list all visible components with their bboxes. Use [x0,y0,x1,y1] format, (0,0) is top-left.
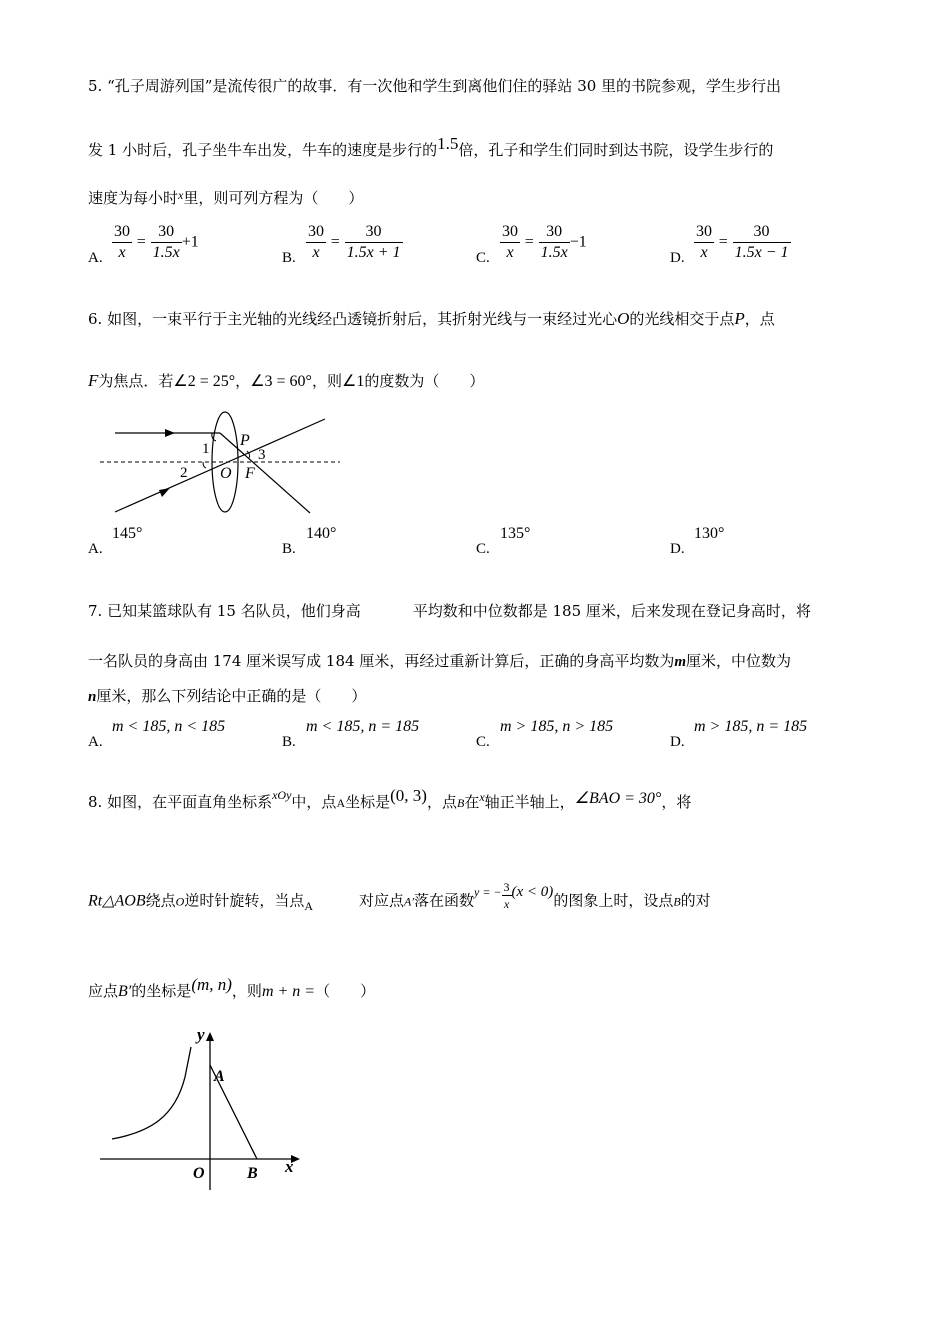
fig-label-p: P [240,432,250,449]
frac-num: 30 [112,222,132,243]
q6-point-p: P [734,309,745,328]
q5-stem-text-3a: 速度为每小时 [88,189,179,207]
option-letter: A. [88,541,103,557]
q8-stem-text-2c: 对应点 [359,891,405,910]
q8-func-num: 3 [503,880,510,894]
fig-label-x: x [285,1157,294,1176]
frac-den: 1.5x + 1 [346,244,401,261]
frac-num: 30 [345,222,403,243]
option-tail: −1 [569,233,587,251]
q8-point-b-2: B [673,894,681,909]
hyperbola-curve [112,1047,191,1139]
q6-stem-text-1c: ，点 [744,310,775,328]
option-value: m < 185, n < 185 [112,718,226,735]
q8-angle-bao: ∠BAO = 30° [574,790,662,807]
angle-2-arc [203,462,206,468]
q6-option-b[interactable] [282,525,432,560]
q8-stem-text-3b: 的坐标是 [131,982,192,1000]
q6-stem-text-2c: 的度数为（ ） [364,372,485,390]
fig-label-o: O [193,1165,205,1182]
frac-den: x [506,244,514,261]
q8-stem-text-2b: 逆时针旋转，当点 [184,891,305,910]
q7-stem-text-1b: 平均数和中位数都是 185 厘米，后来发现在登记身高时，将 [412,602,811,620]
option-tail: +1 [181,233,199,251]
fig-label-f: F [245,465,255,482]
q6-stem-text-1b: 的光线相交于点 [629,310,735,328]
q6-option-d[interactable] [670,525,820,560]
q8-stem-text-3c: ，则 [231,982,262,1000]
q7-line-2 [88,651,791,672]
q8-stem-text-3d: （ ） [315,982,376,1000]
q8-stem-text-1b: 中，点 [291,793,337,811]
q7-option-c[interactable] [476,718,656,753]
q7-line-3 [88,686,366,707]
q5-speed-ratio: 1.5 [437,134,459,153]
q8-func-y: y = − [474,884,502,899]
q6-stem-text-1a: 6. 如图，一束平行于主光轴的光线经凸透镜折射后，其折射光线与一束经过光心 [88,310,618,328]
q8-stem-text-2f: 的对 [680,891,711,910]
q8-line-1 [88,786,692,813]
q8-point-b: B [456,796,465,810]
q8-x-axis: x [479,790,485,804]
arrow-icon [165,429,175,437]
q6-option-c[interactable] [476,525,626,560]
q6-sep: ， [235,372,251,390]
q5-line-1 [88,76,781,96]
option-value: 135° [500,525,531,542]
q6-line-1 [88,309,775,329]
q8-point-a: A [336,796,346,810]
fig-label-o: O [220,465,232,482]
q8-stem-text-2d: 落在函数 [413,891,474,910]
fig-label-2: 2 [180,465,188,481]
q8-coord-bprime: (m, n) [191,975,232,994]
option-letter: B. [282,734,296,750]
q7-stem-text-1a: 7. 已知某篮球队有 15 名队员，他们身高 [88,602,361,620]
option-letter: A. [88,250,103,266]
frac-num: 30 [733,222,791,243]
fig-label-a: A [214,1068,225,1085]
q6-angle2-eq: ∠2 = 25° [173,373,236,390]
q6-angle3-eq: ∠3 = 60° [250,373,312,390]
q8-line-3 [88,975,376,1004]
option-letter: A. [88,734,103,750]
q8-stem-text-1d: ，点 [426,793,457,811]
q8-point-o: O [175,894,185,909]
q8-expr: m + n = [261,983,316,1000]
q8-stem-text-1g: ，将 [661,793,692,811]
q8-func-den: x [503,897,510,911]
option-letter: D. [670,541,685,557]
fig-label-3: 3 [258,447,266,463]
q5-stem-text-3b: 里，则可列方程为（ ） [183,189,364,207]
q7-var-n: n [88,689,97,705]
q6-lens-figure [95,405,355,520]
q7-var-m: m [674,654,687,670]
q8-xoy: xOy [272,788,292,802]
frac-den: 1.5x − 1 [734,244,789,261]
option-letter: B. [282,541,296,557]
q8-func-cond: (x < 0) [511,883,554,900]
q5-stem-text: 5. “孔子周游列国”是流传很广的故事．有一次他和学生到离他们住的驿站 30 里的书院参观，学生步行出 [88,77,782,95]
option-value: 140° [306,525,337,542]
option-letter: D. [670,250,685,266]
frac-den: x [700,244,708,261]
frac-den: x [312,244,320,261]
fig-label-b: B [247,1165,258,1182]
frac-num: 30 [694,222,714,243]
q8-coord-a: (0, 3) [390,786,427,805]
q5-line-3 [88,188,363,209]
fig-label-y: y [197,1025,205,1044]
q8-stem-text-1f: 轴正半轴上， [484,793,575,811]
q7-line-1 [88,601,811,621]
q6-stem-text-2b: ，则 [311,372,342,390]
q5-variable: x [178,188,184,202]
q7-stem-text-2b: 厘米，中位数为 [686,652,792,670]
option-letter: C. [476,734,490,750]
q8-point-b-prime: B′ [118,983,132,1000]
q6-point-f: F [88,371,99,390]
q8-stem-text-2e: 的图象上时，设点 [553,891,674,910]
frac-num: 30 [539,222,570,243]
q6-option-a[interactable] [88,525,238,560]
q8-line-2 [88,880,711,918]
q7-stem-text-3a: 厘米，那么下列结论中正确的是（ ） [96,687,367,705]
frac-num: 30 [306,222,326,243]
q5-stem-text-2b: 倍，孔子和学生们同时到达书院，设学生步行的 [458,141,774,159]
q7-stem-text-2a: 一名队员的身高由 174 厘米误写成 184 厘米，再经过重新计算后，正确的身高平均数为 [88,652,675,670]
y-axis-arrow-icon [206,1032,214,1041]
q8-stem-text-2a: 绕点 [145,891,176,910]
frac-den: 1.5x [540,244,568,261]
q8-stem-text-1c: 坐标是 [345,793,391,811]
option-letter: B. [282,250,296,266]
option-letter: D. [670,734,685,750]
q7-option-a[interactable] [88,718,268,753]
q6-line-2 [88,371,484,392]
option-value: m > 185, n > 185 [500,718,614,735]
arrow-icon [159,488,170,497]
q6-angle1: ∠1 [341,373,365,390]
q8-point-a-2: A [304,898,313,913]
frac-den: 1.5x [152,244,180,261]
q5-stem-text-2a: 发 1 小时后，孔子坐牛车出发，牛车的速度是步行的 [88,141,438,159]
q5-line-2 [88,134,774,160]
option-value: m > 185, n = 185 [694,718,808,735]
q8-point-a-prime: A′ [404,894,414,909]
q8-stem-text-1e: 在 [464,793,480,811]
q8-coordinate-figure [95,1022,310,1197]
q8-stem-text-3a: 应点 [88,982,119,1000]
frac-num: 30 [151,222,182,243]
option-letter: C. [476,250,490,266]
fig-label-1: 1 [202,441,210,457]
frac-den: x [118,244,126,261]
option-value: 130° [694,525,725,542]
option-value: 145° [112,525,143,542]
q8-rt-triangle: Rt△AOB [88,892,146,910]
q6-stem-text-2a: 为焦点．若 [98,372,174,390]
option-value: m < 185, n = 185 [306,718,420,735]
q7-option-b[interactable] [282,718,462,753]
frac-num: 30 [500,222,520,243]
option-letter: C. [476,541,490,557]
q6-point-o: O [617,309,630,328]
q7-option-d[interactable] [670,718,850,753]
q8-stem-text-1a: 8. 如图，在平面直角坐标系 [88,793,273,811]
